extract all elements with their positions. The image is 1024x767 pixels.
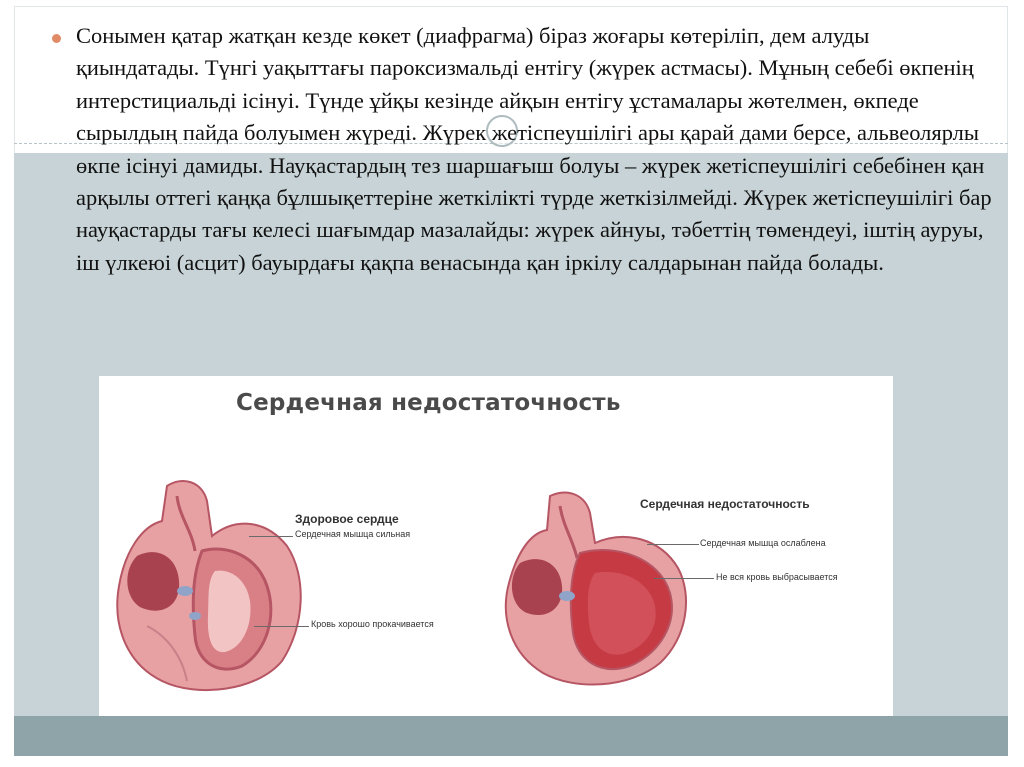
- healthy-heart-illustration: [107, 476, 317, 701]
- bottom-band: [14, 716, 1008, 756]
- healthy-heart-heading: Здоровое сердце: [295, 512, 399, 526]
- healthy-muscle-pointer: [249, 536, 293, 537]
- figure-title: Сердечная недостаточность: [236, 390, 621, 416]
- healthy-blood-label: Кровь хорошо прокачивается: [311, 619, 434, 629]
- figure-panel: [99, 376, 893, 716]
- failing-muscle-pointer: [647, 544, 699, 545]
- failing-heart-illustration: [495, 488, 695, 693]
- healthy-blood-pointer: [254, 626, 309, 627]
- body-paragraph: Сонымен қатар жатқан кезде көкет (диафрагма) біраз жоғары көтеріліп, дем алуды қиындатады. Түнгі уақыттағы пароксизмальді ентігу (жүрек астмасы). Мұның себебі өкпенің интерстициальді ісінуі. Түнде ұйқы кезінде айқын ентігу ұстамалары жөтелмен, өкпеде сырылдың пайда болуымен жүреді. Жүрек жетіспеушілігі ары қарай дами берсе, альвеолярлы өкпе ісінуі дамиды. Науқастардың тез шаршағыш болуы – жүрек жетіспеушілігі себебінен қан арқылы оттегі қаңқа бұлшықеттеріне жеткілікті түрде жеткізілмейді. Жүрек жетіспеушілігі бар науқастарды тағы келесі шағымдар мазалайды: жүрек айнуы, тәбеттің төмендеуі, іштің ауруы, іш үлкеюі (асцит) бауырдағы қақпа венасында қан іркілу салдарынан пайда болады.: [76, 23, 992, 275]
- bullet-icon: [52, 34, 61, 43]
- failing-muscle-label: Сердечная мышца ослаблена: [700, 538, 826, 548]
- failing-heart-heading: Сердечная недостаточность: [640, 497, 810, 511]
- healthy-muscle-label: Сердечная мышца сильная: [295, 529, 411, 539]
- failing-blood-pointer: [654, 578, 714, 579]
- failing-blood-label: Не вся кровь выбрасывается: [716, 572, 838, 582]
